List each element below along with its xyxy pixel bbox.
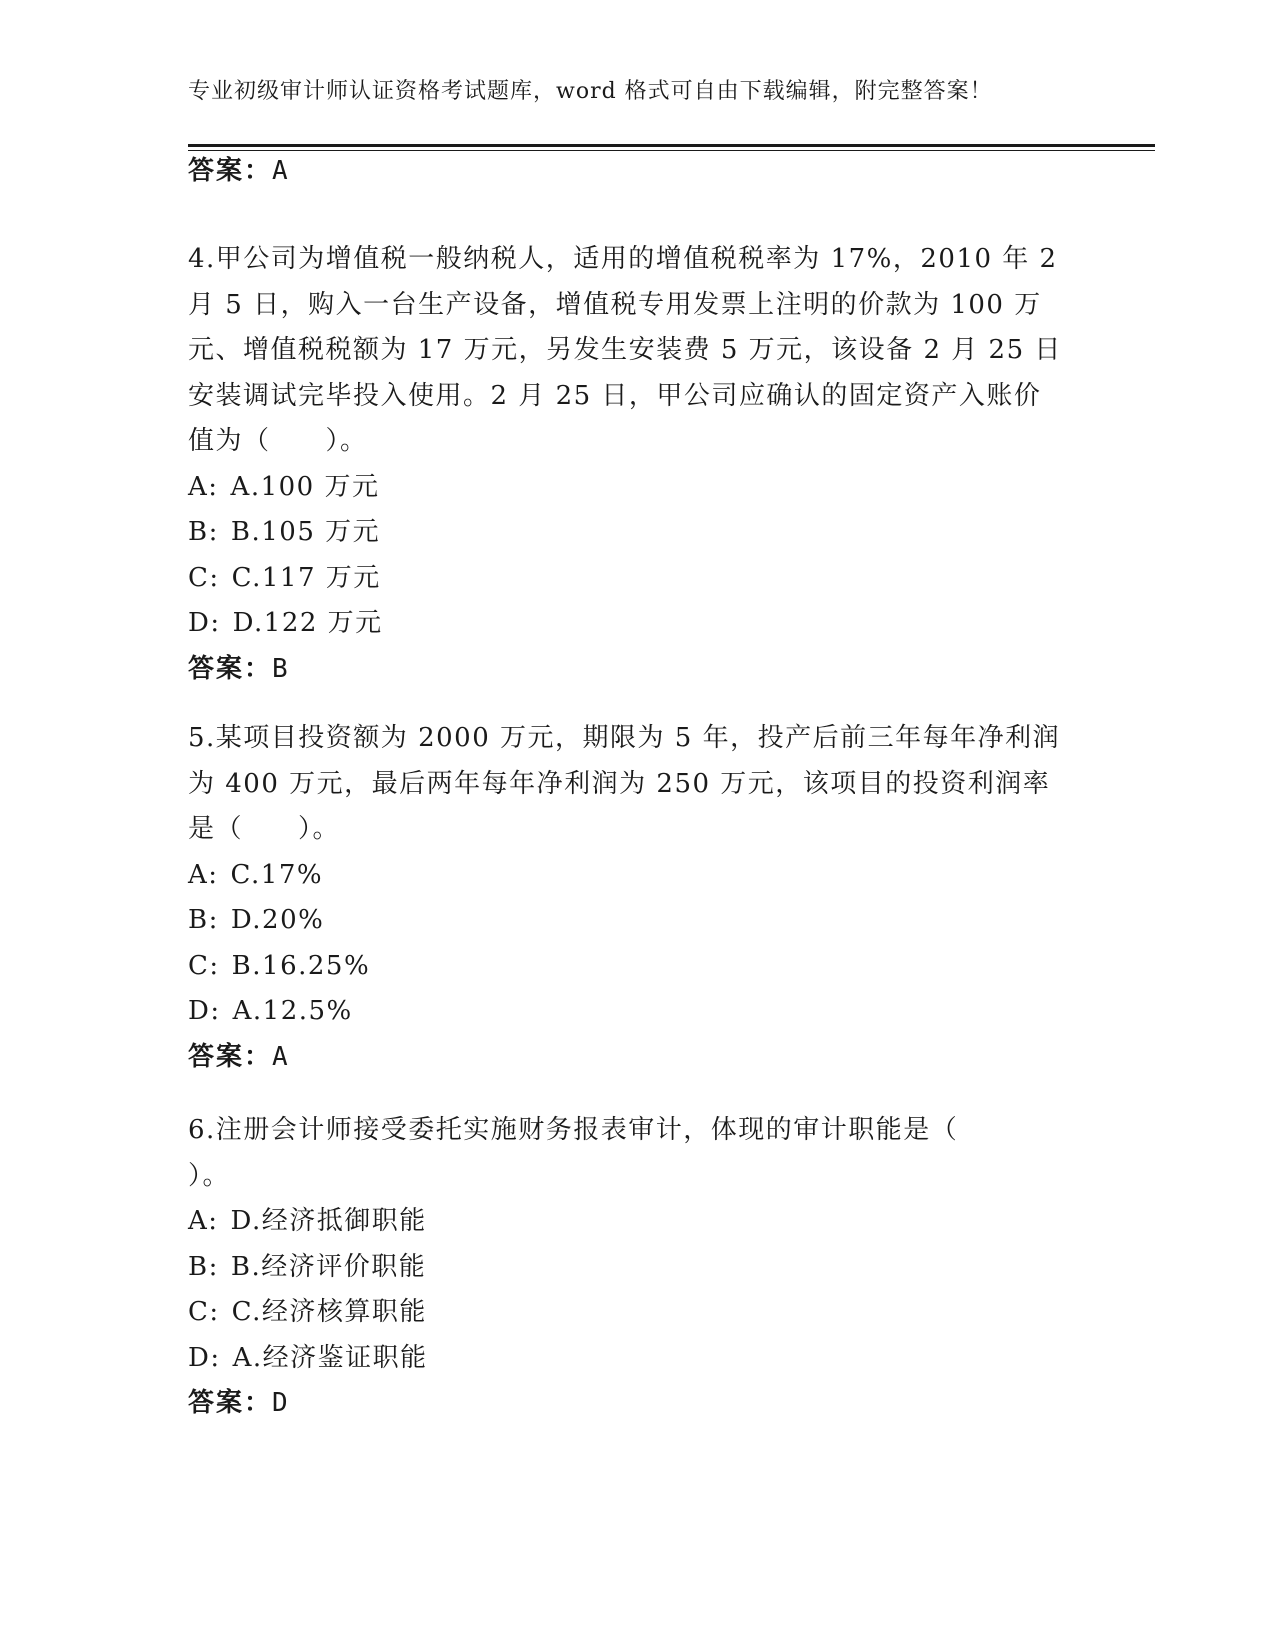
answer-label: 答案： bbox=[188, 156, 273, 186]
option-prefix: C: bbox=[188, 950, 220, 981]
question-6 bbox=[188, 1108, 1088, 1427]
answer-label: 答案： bbox=[188, 653, 273, 684]
option-a bbox=[188, 1199, 1088, 1245]
question-line: 4.甲公司为增值税一般纳税人，适用的增值税税率为 17%，2010 年 2 bbox=[188, 244, 1058, 274]
top-answer-block bbox=[188, 149, 1088, 195]
answer-value: D bbox=[272, 1388, 290, 1418]
answer-value: A bbox=[272, 1041, 290, 1072]
option-prefix: A: bbox=[188, 471, 219, 502]
answer-line bbox=[188, 1381, 1088, 1427]
question-line: 为 400 万元，最后两年每年净利润为 250 万元，该项目的投资利润率 bbox=[188, 768, 1051, 799]
question-line: 安装调试完毕投入使用。2 月 25 日，甲公司应确认的固定资产入账价 bbox=[188, 380, 1042, 411]
answer-label: 答案： bbox=[188, 1041, 273, 1072]
option-b bbox=[188, 1245, 1088, 1291]
option-text: A.100 万元 bbox=[230, 471, 380, 502]
option-text: D.20% bbox=[230, 905, 325, 935]
header-rule-thick bbox=[188, 144, 1155, 147]
answer-value: B bbox=[272, 653, 290, 684]
answer-label: 答案： bbox=[188, 1388, 273, 1418]
question-line: ）。 bbox=[188, 1160, 231, 1191]
option-prefix: A: bbox=[188, 1206, 219, 1236]
option-a bbox=[188, 853, 1088, 899]
question-4 bbox=[188, 237, 1088, 692]
question-line: 5.某项目投资额为 2000 万元，期限为 5 年，投产后前三年每年净利润 bbox=[188, 723, 1061, 753]
answer-value: A bbox=[272, 156, 290, 186]
question-line: 月 5 日，购入一台生产设备，增值税专用发票上注明的价款为 100 万 bbox=[188, 289, 1042, 320]
option-text: A.12.5% bbox=[232, 996, 353, 1026]
option-prefix: D: bbox=[188, 996, 221, 1026]
option-prefix: C: bbox=[188, 562, 220, 593]
answer-line bbox=[188, 149, 1088, 195]
option-text: C.经济核算职能 bbox=[231, 1297, 427, 1327]
option-d bbox=[188, 1336, 1088, 1382]
option-c bbox=[188, 944, 1088, 990]
option-text: A.经济鉴证职能 bbox=[232, 1342, 428, 1373]
option-c bbox=[188, 556, 1088, 602]
option-prefix: A: bbox=[188, 859, 219, 890]
option-text: C.17% bbox=[230, 859, 324, 890]
question-line: 值为（ ）。 bbox=[188, 426, 368, 456]
option-prefix: D: bbox=[188, 1342, 221, 1373]
option-d bbox=[188, 989, 1088, 1035]
option-prefix: D: bbox=[188, 608, 221, 638]
option-prefix: C: bbox=[188, 1297, 220, 1327]
question-5 bbox=[188, 716, 1088, 1080]
option-text: D.122 万元 bbox=[232, 608, 383, 638]
option-b bbox=[188, 510, 1088, 556]
option-text: B.经济评价职能 bbox=[230, 1251, 427, 1282]
question-line: 元、增值税税额为 17 万元，另发生安装费 5 万元，该设备 2 月 25 日 bbox=[188, 335, 1062, 365]
option-text: D.经济抵御职能 bbox=[230, 1206, 427, 1236]
answer-line bbox=[188, 1035, 1088, 1081]
option-prefix: B: bbox=[188, 1251, 219, 1282]
question-line: 是（ ）。 bbox=[188, 814, 341, 844]
option-text: B.16.25% bbox=[231, 950, 371, 981]
option-d bbox=[188, 601, 1088, 647]
option-prefix: B: bbox=[188, 517, 219, 547]
page-header: 专业初级审计师认证资格考试题库，word 格式可自由下载编辑，附完整答案！ bbox=[188, 79, 993, 104]
option-a bbox=[188, 465, 1088, 511]
option-c bbox=[188, 1290, 1088, 1336]
answer-line bbox=[188, 647, 1088, 693]
option-b bbox=[188, 898, 1088, 944]
option-prefix: B: bbox=[188, 905, 219, 935]
option-text: C.117 万元 bbox=[231, 562, 381, 593]
option-text: B.105 万元 bbox=[230, 517, 381, 547]
question-line: 6.注册会计师接受委托实施财务报表审计，体现的审计职能是（ bbox=[188, 1115, 959, 1145]
